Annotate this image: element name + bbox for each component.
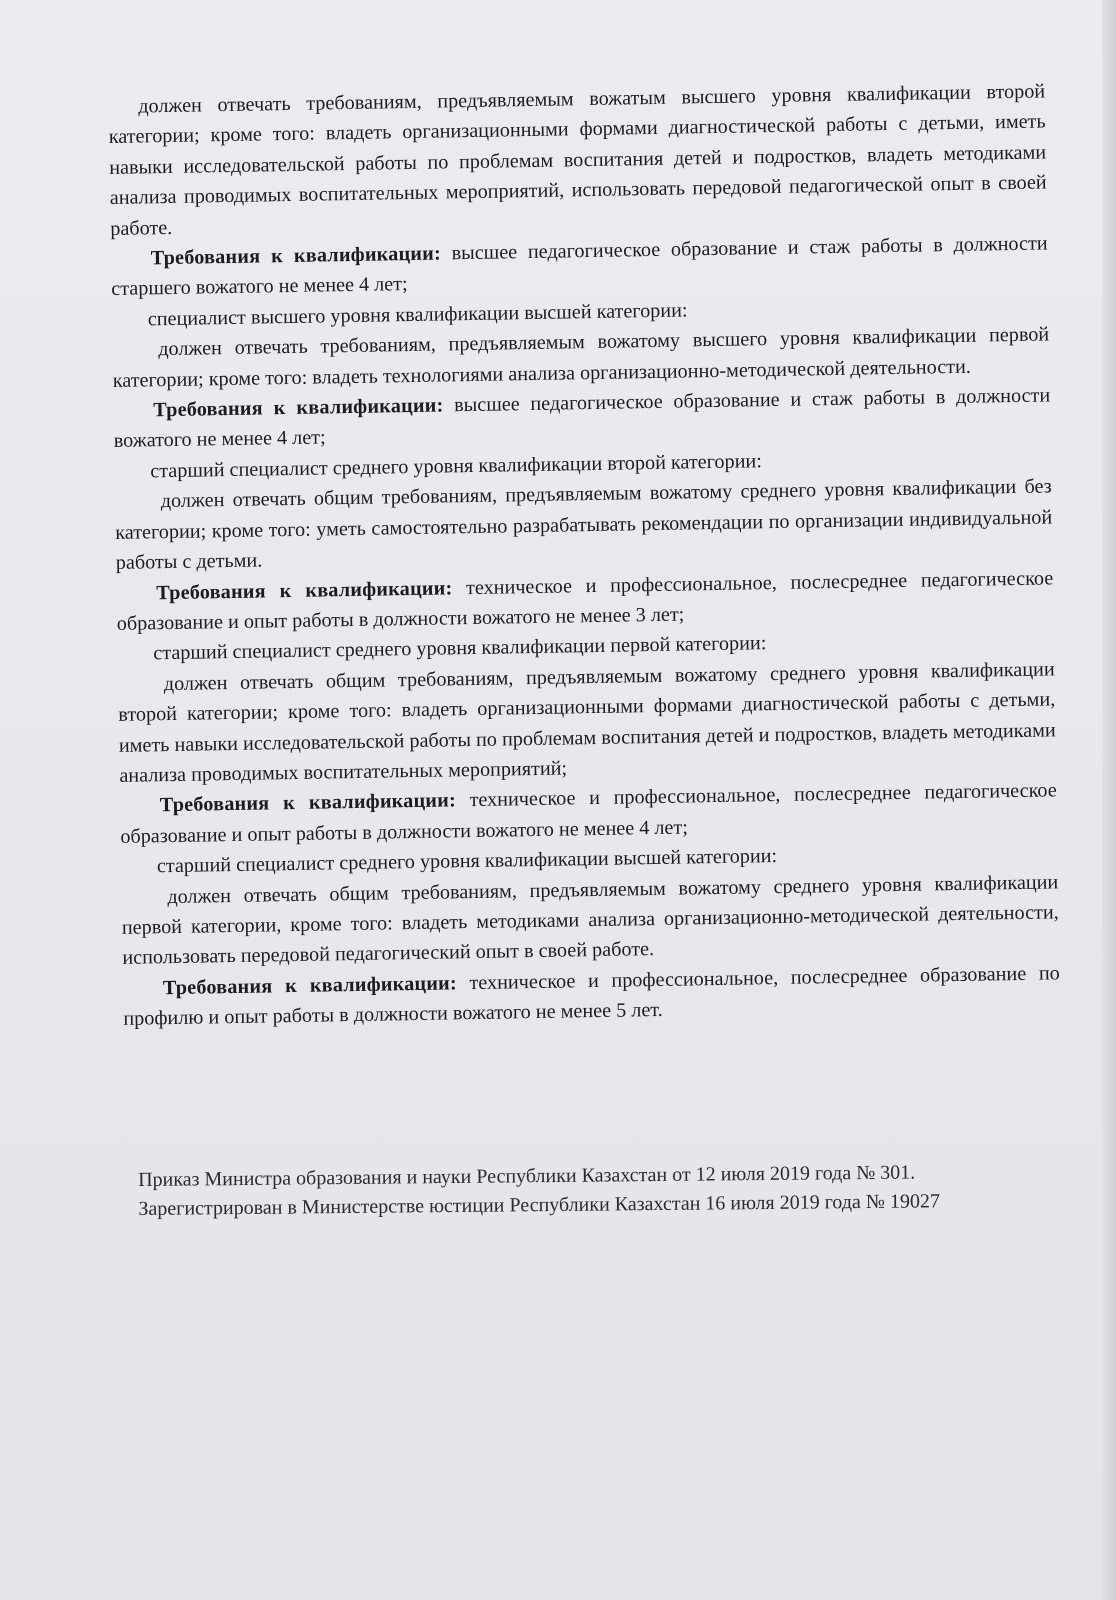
document-footer <box>138 1157 1045 1224</box>
requirements-label: Требования к квалификации: <box>150 242 442 270</box>
requirements-label: Требования к квалификации: <box>156 576 453 604</box>
requirements-text: техническое и профессиональное, послесреднее педагогическое образование и опыт работы в должности вожатого не менее 4 лет; <box>120 779 1057 848</box>
paragraph-duties: должен отвечать требованиям, предъявляемым вожатому высшего уровня квалификации первой категории; кроме того: владеть технологиями анализа организационно-методической деятельности. <box>112 323 1050 392</box>
document-body <box>108 76 1060 1034</box>
requirements-text: техническое и профессиональное, послесреднее педагогическое образование и опыт работы в должности вожатого не менее 3 лет; <box>116 566 1054 635</box>
registration-reference: Зарегистрирован в Министерстве юстиции Республики Казахстан 16 июля 2019 года № 19027 <box>138 1190 941 1220</box>
category-heading: специалист высшего уровня квалификации высшей категории: <box>147 299 688 331</box>
paragraph-duties: должен отвечать общим требованиям, предъявляемым вожатому среднего уровня квалификации без категории; кроме того: уметь самостоятельно разрабатывать рекомендации по организации индивидуальной работы с детьми. <box>115 475 1053 575</box>
requirements-text: высшее педагогическое образование и стаж работы в должности старшего вожатого не менее 4 лет; <box>111 232 1048 301</box>
requirements-label: Требования к квалификации: <box>162 972 458 999</box>
category-heading: старший специалист среднего уровня квалификации первой категории: <box>153 632 767 665</box>
category-heading: старший специалист среднего уровня квалификации высшей категории: <box>156 845 778 878</box>
requirements-text: высшее педагогическое образование и стаж работы в должности вожатого не менее 4 лет; <box>113 384 1051 453</box>
order-reference: Приказ Министра образования и науки Республики Казахстан от 12 июля 2019 года № 301. <box>138 1161 916 1191</box>
paragraph-duties: должен отвечать общим требованиям, предъявляемым вожатому среднего уровня квалификации второй категории; кроме того: владеть организационными формами диагностической работы с детьми, иметь навыки исследовательской работы по проблемам воспитания детей и подростков, владеть методиками анализа проводимых воспитательных мероприятий; <box>118 658 1056 787</box>
requirements-label: Требования к квалификации: <box>159 789 457 817</box>
paragraph-duties: должен отвечать требованиям, предъявляемым вожатым высшего уровня квалификации второй категории; кроме того: владеть организационными формами диагностической работы с детьми, иметь навыки исследовательской работы по проблемам воспитания детей и подростков, владеть методиками анализа проводимых воспитательных мероприятий, использовать передовой педагогической опыт в своей работе. <box>108 80 1047 240</box>
category-heading: старший специалист среднего уровня квалификации второй категории: <box>150 450 763 483</box>
requirements-text: техническое и профессиональное, послесреднее образование по профилю и опыт работы в должности вожатого не менее 5 лет. <box>123 962 1060 1031</box>
paragraph-duties: должен отвечать общим требованиям, предъявляемым вожатому среднего уровня квалификации первой категории, кроме того: владеть методиками анализа организационно-методической деятельности, использовать передовой педагогический опыт в своей работе. <box>121 870 1059 970</box>
requirements-label: Требования к квалификации: <box>153 394 444 422</box>
page-edge <box>1102 0 1116 1600</box>
